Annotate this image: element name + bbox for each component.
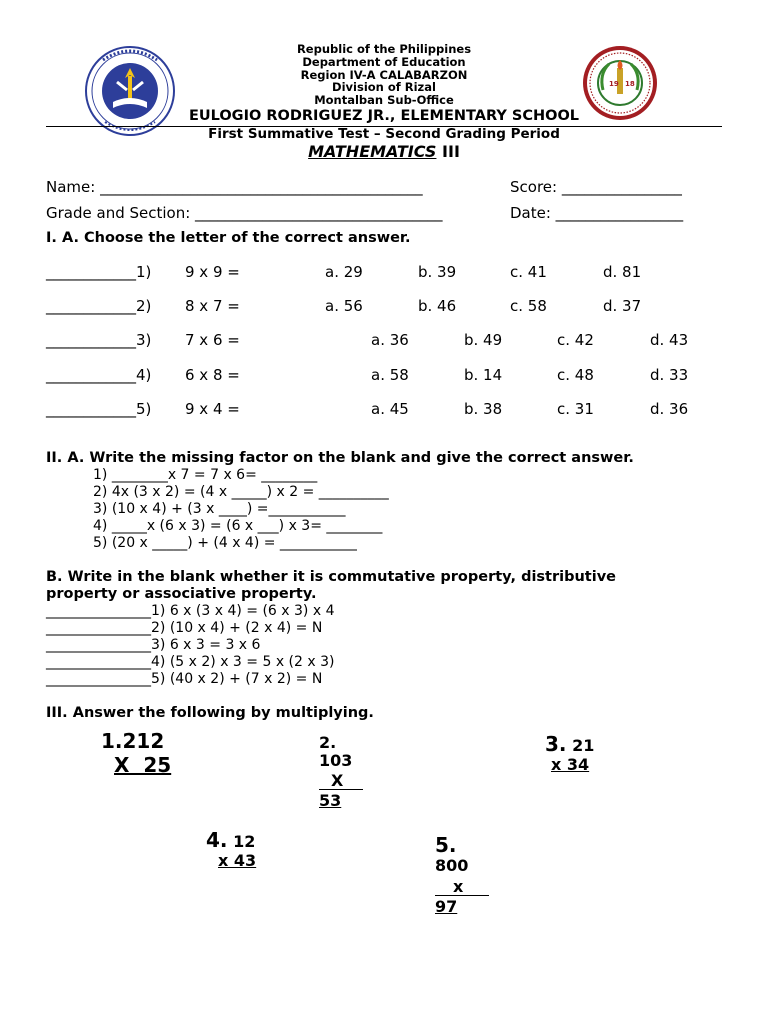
part2b-title-line1: B. Write in the blank whether it is commutative property, distributive xyxy=(46,569,616,585)
problem-5-top: 800 xyxy=(435,856,469,875)
problem-2-bottom[interactable]: 53 xyxy=(319,791,342,810)
problem-5-bottom[interactable]: 97 xyxy=(435,897,458,916)
problem-3 xyxy=(545,732,594,756)
part2-item-4[interactable]: 4) _____x (6 x 3) = (6 x ___) x 3= ________ xyxy=(93,518,383,534)
part1-item-5-choice-d: d. 36 xyxy=(650,400,689,418)
problem-1-number: 1. xyxy=(101,729,123,753)
part1-item-4-blank[interactable]: ____________4) xyxy=(46,366,152,384)
part1-item-3-question: 7 x 6 = xyxy=(185,331,240,349)
problem-1-bottom[interactable]: X 25 xyxy=(114,753,172,777)
part2b-item-5[interactable]: _______________5) (40 x 2) + (7 x 2) = N xyxy=(46,671,323,687)
header-division: Division of Rizal xyxy=(332,80,436,94)
name-field[interactable]: Name: ___________________________________________ xyxy=(46,178,423,196)
part2b-title-line2: property or associative property. xyxy=(46,586,317,602)
part1-item-3-choice-a: a. 36 xyxy=(371,331,409,349)
part3-title: III. Answer the following by multiplying. xyxy=(46,705,374,721)
part1-item-2-choice-c: c. 58 xyxy=(510,297,547,315)
problem-2-x: X xyxy=(331,771,344,790)
problem-2-multiplier-line[interactable] xyxy=(319,771,363,790)
part1-item-4-choice-c: c. 48 xyxy=(557,366,594,384)
part1-item-5-choice-b: b. 38 xyxy=(464,400,503,418)
subject-name: MATHEMATICS xyxy=(308,142,437,161)
problem-2-top: 103 xyxy=(319,751,353,770)
problem-1-top: 212 xyxy=(122,729,165,753)
school-year-right: 18 xyxy=(625,80,635,88)
part1-item-2-choice-a: a. 56 xyxy=(325,297,363,315)
part1-item-1-choice-d: d. 81 xyxy=(603,263,642,281)
part2-item-1[interactable]: 1) ________x 7 = 7 x 6= ________ xyxy=(93,467,318,483)
part1-item-4-choice-d: d. 33 xyxy=(650,366,689,384)
problem-4-top: 12 xyxy=(233,832,256,851)
part1-item-2-question: 8 x 7 = xyxy=(185,297,240,315)
part1-item-1-blank[interactable]: ____________1) xyxy=(46,263,152,281)
part1-item-4-question: 6 x 8 = xyxy=(185,366,240,384)
part1-item-3-choice-b: b. 49 xyxy=(464,331,503,349)
part1-item-4-choice-b: b. 14 xyxy=(464,366,503,384)
part1-item-5-question: 9 x 4 = xyxy=(185,400,240,418)
problem-5-multiplier-line[interactable] xyxy=(435,877,489,896)
part2b-item-4[interactable]: _______________4) (5 x 2) x 3 = 5 x (2 x 3) xyxy=(46,654,335,670)
subject-title xyxy=(0,143,768,161)
problem-4-number: 4. xyxy=(206,828,228,852)
part1-item-3-blank[interactable]: ____________3) xyxy=(46,331,152,349)
problem-2-number: 2. xyxy=(319,733,337,752)
part1-title: I. A. Choose the letter of the correct answer. xyxy=(46,230,411,246)
problem-5-number: 5. xyxy=(435,833,457,857)
school-name: EULOGIO RODRIGUEZ JR., ELEMENTARY SCHOOL xyxy=(188,108,580,124)
header-sub-office: Montalban Sub-Office xyxy=(314,93,454,107)
problem-4-bottom-text: x 43 xyxy=(218,851,257,870)
part1-item-2-choice-b: b. 46 xyxy=(418,297,457,315)
part2-item-5[interactable]: 5) (20 x _____) + (4 x 4) = ___________ xyxy=(93,535,357,551)
part2-item-3[interactable]: 3) (10 x 4) + (3 x ____) =___________ xyxy=(93,501,346,517)
part2b-item-2[interactable]: _______________2) (10 x 4) + (2 x 4) = N xyxy=(46,620,323,636)
grade-section-field[interactable]: Grade and Section: _________________________________ xyxy=(46,204,443,222)
part1-item-2-blank[interactable]: ____________2) xyxy=(46,297,152,315)
problem-3-number: 3. xyxy=(545,732,567,756)
part1-item-1-question: 9 x 9 = xyxy=(185,263,240,281)
part1-item-5-choice-a: a. 45 xyxy=(371,400,409,418)
part1-item-1-choice-c: c. 41 xyxy=(510,263,547,281)
part2b-item-1[interactable]: _______________1) 6 x (3 x 4) = (6 x 3) x 4 xyxy=(46,603,335,619)
part2-title: II. A. Write the missing factor on the blank and give the correct answer. xyxy=(46,450,634,466)
part1-item-1-choice-a: a. 29 xyxy=(325,263,363,281)
problem-4-bottom[interactable] xyxy=(206,851,256,870)
header-republic: Republic of the Philippines xyxy=(296,42,472,56)
test-title: First Summative Test – Second Grading Period xyxy=(208,126,560,142)
score-field[interactable]: Score: ________________ xyxy=(510,178,682,196)
part2b-item-3[interactable]: _______________3) 6 x 3 = 3 x 6 xyxy=(46,637,261,653)
part1-item-5-choice-c: c. 31 xyxy=(557,400,594,418)
part2-item-2[interactable]: 2) 4x (3 x 2) = (4 x _____) x 2 = __________ xyxy=(93,484,389,500)
part1-item-3-choice-c: c. 42 xyxy=(557,331,594,349)
header-department: Department of Education xyxy=(302,55,466,69)
problem-5-x: x xyxy=(453,877,464,896)
problem-3-top: 21 xyxy=(572,736,595,755)
part1-item-1-choice-b: b. 39 xyxy=(418,263,457,281)
problem-1 xyxy=(101,729,164,753)
header-region: Region IV-A CALABARZON xyxy=(300,68,468,82)
problem-3-bottom[interactable]: x 34 xyxy=(551,755,590,774)
problem-4 xyxy=(206,828,255,852)
part1-item-4-choice-a: a. 58 xyxy=(371,366,409,384)
part1-item-3-choice-d: d. 43 xyxy=(650,331,689,349)
part1-item-5-blank[interactable]: ____________5) xyxy=(46,400,152,418)
school-year-left: 19 xyxy=(609,80,619,88)
part1-item-2-choice-d: d. 37 xyxy=(603,297,642,315)
date-field[interactable]: Date: _________________ xyxy=(510,204,684,222)
grade-level: III xyxy=(442,142,460,161)
